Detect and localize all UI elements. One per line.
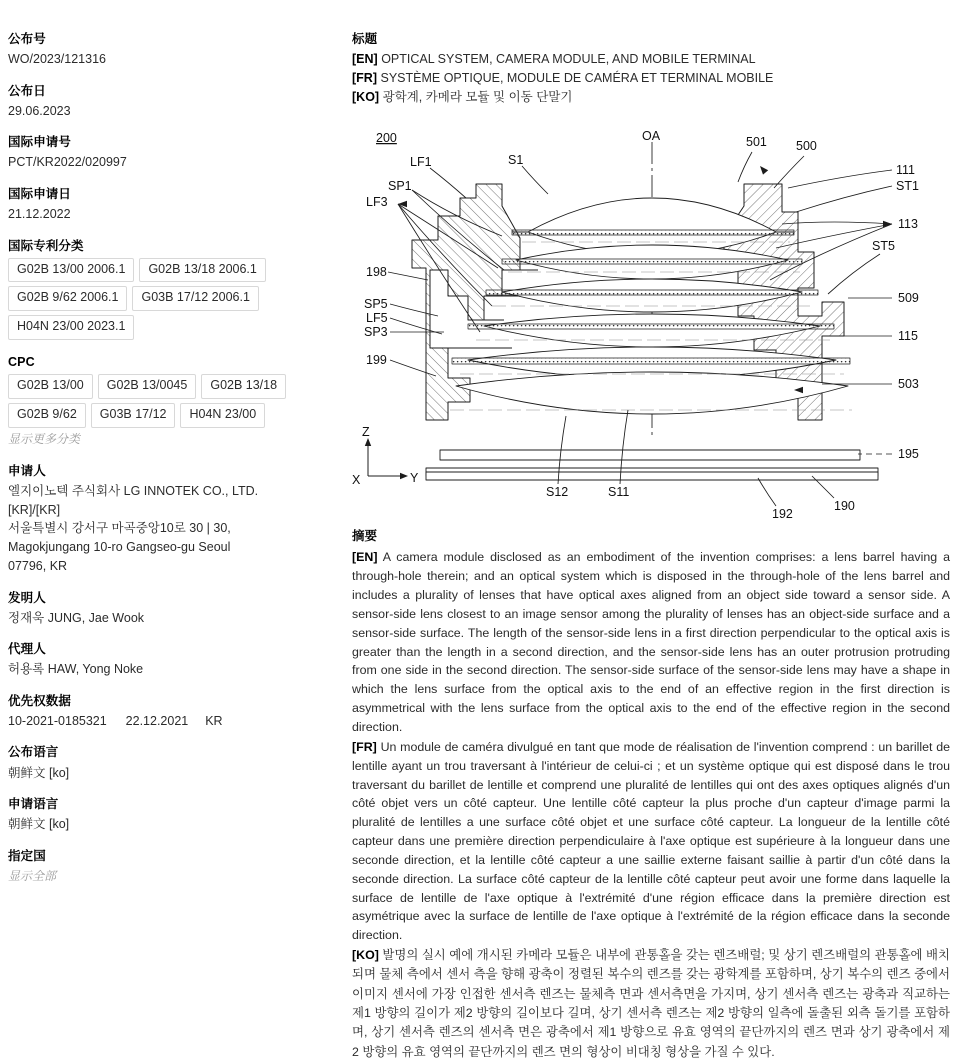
- applicant-address-line: 서울특별시 강서구 마곡중앙10로 30 | 30,: [8, 521, 231, 536]
- label-S1: S1: [508, 153, 524, 168]
- abstract-lang-tag-en: [EN]: [352, 550, 378, 565]
- label-ST5: ST5: [872, 239, 895, 254]
- label-S11: S11: [608, 485, 630, 500]
- title-text-en: OPTICAL SYSTEM, CAMERA MODULE, AND MOBILE TERMINAL: [381, 52, 756, 67]
- cpc-badge[interactable]: G02B 9/62: [8, 403, 86, 428]
- axis-label-y: Y: [410, 471, 419, 486]
- title-line-fr: [352, 69, 950, 88]
- abstract-lang-tag-fr: [FR]: [352, 739, 377, 754]
- axis-label-z: Z: [362, 425, 370, 440]
- ipc-badge[interactable]: H04N 23/00 2023.1: [8, 315, 134, 340]
- agent-name[interactable]: 허용록 HAW, Yong Noke: [8, 662, 144, 677]
- international-application-number-value: PCT/KR2022/020997: [8, 155, 127, 170]
- abstract-label: 摘要: [352, 529, 378, 544]
- label-198: 198: [366, 265, 387, 280]
- abstract-section: [352, 526, 950, 1062]
- priority-date: 22.12.2021: [125, 713, 189, 728]
- patent-drawing-lens-cross-section[interactable]: [352, 120, 950, 520]
- filing-language-value: 朝鲜文 [ko]: [8, 817, 70, 832]
- label-LF5: LF5: [366, 311, 388, 326]
- filing-language-label: 申请语言: [8, 797, 59, 812]
- title-text-ko: 광학계, 카메라 모듈 및 이동 단말기: [382, 89, 573, 104]
- label-501: 501: [746, 135, 767, 150]
- field-label: 国际申请日: [8, 186, 72, 201]
- field-label: 公布日: [8, 83, 46, 98]
- show-more-classifications-link[interactable]: 显示更多分类: [8, 431, 81, 446]
- cpc-badge[interactable]: G02B 13/18: [201, 374, 286, 399]
- abstract-paragraph-en: [352, 548, 950, 736]
- applicant-address-line: Magokjungang 10-ro Gangseo-gu Seoul: [8, 540, 231, 555]
- field-priority-data: [8, 692, 338, 731]
- field-designated-states: [8, 847, 338, 886]
- field-publication-number: [8, 30, 338, 69]
- label-190: 190: [834, 499, 855, 514]
- axis-label-x: X: [352, 473, 361, 488]
- priority-label: 优先权数据: [8, 693, 72, 708]
- abstract-paragraph-fr: [352, 738, 950, 945]
- bibliographic-sidebar: [8, 30, 338, 899]
- label-SP3: SP3: [364, 325, 388, 340]
- ipc-badge[interactable]: G02B 13/18 2006.1: [139, 258, 265, 283]
- publication-language-label: 公布语言: [8, 745, 59, 760]
- ipc-label: 国际专利分类: [8, 238, 84, 253]
- field-inventor: [8, 589, 338, 628]
- abstract-text-fr: Un module de caméra divulgué en tant que mode de réalisation de l'invention comprend : un barillet de lentille ayant un trou traversant à l'intérieur de celui-ci ; et un système optique qui est disposé dans le trou traversant du barillet de lentille et comprend une pluralité de lentilles qui ont des axes optiques alignés d'un côté objet vers un côté capteur. Une lentille côté capteur la plus proche d'un capteur d'image parmi la pluralité de lentilles a une surface côté objet et une surface côté capteur. La longueur de la lentille côté capteur dans une première direction perpendiculaire à l'axe optique est supérieure à la longueur dans une seconde direction, et la lentille côté capteur a une saillie externe faisant saillie à partir d'un côté dans la seconde direction. La surface côté capteur de la lentille côté capteur peut avoir une forme dans laquelle la surface de lentille de l'axe optique à l'extrémité d'une région efficace dans la première direction est asymétrique avec la surface de lentille de l'axe optique à l'extrémité de la région efficace dans la seconde direction.: [352, 739, 950, 943]
- field-applicant: [8, 462, 338, 576]
- field-cpc-classification: [8, 353, 338, 449]
- label-115: 115: [898, 329, 918, 344]
- title-line-ko: [352, 88, 950, 107]
- cpc-badge[interactable]: G03B 17/12: [91, 403, 176, 428]
- cpc-badge[interactable]: G02B 13/0045: [98, 374, 197, 399]
- abstract-text-ko: 발명의 실시 예에 개시된 카메라 모듈은 내부에 관통홀을 갖는 렌즈배럴; 및 상기 렌즈배럴의 관통홀에 배치되며 물체 측에서 센서 측을 향해 광축이 정렬된 복수의 렌즈를 갖는 광학계를 포함하며, 상기 복수의 렌즈 중에서 이미지 센서에 가장 인접한 센서측 렌즈는 물체측 면과 센서측면을 가지며, 상기 센서측 렌즈는 광축과 직교하는 제1 방향의 길이가 제2 방향의 길이보다 길며, 상기 센서측 렌즈는 제2 방향의 일측에 돌출된 외측 돌기를 포함하며, 상기 센서측 렌즈의 센서측 면은 광축에서 제1 방향으로 유효 영역의 끝단까지의 렌즈 면과 상기 광축에서 제2 방향의 유효 영역의 끝단까지의 렌즈 면의 형상이 비대칭 형상을 가질 수 있다.: [352, 948, 950, 1059]
- publication-language-value: 朝鲜文 [ko]: [8, 765, 70, 780]
- label-LF3: LF3: [366, 195, 388, 210]
- label-S12: S12: [546, 485, 569, 500]
- priority-row: [8, 712, 338, 731]
- field-label: 公布号: [8, 32, 46, 46]
- agent-label: 代理人: [8, 642, 46, 657]
- field-agent: [8, 640, 338, 679]
- applicant-address-line: 07796, KR: [8, 558, 68, 573]
- applicant-country: [KR]/[KR]: [8, 502, 61, 517]
- figure-number-label: 200: [376, 131, 397, 146]
- field-international-filing-date: [8, 185, 338, 224]
- cpc-label: CPC: [8, 354, 35, 369]
- field-international-application-number: [8, 133, 338, 172]
- field-title: [352, 30, 950, 106]
- label-199: 199: [366, 353, 387, 368]
- publication-date-value: 29.06.2023: [8, 103, 71, 118]
- abstract-lang-tag-ko: [KO]: [352, 948, 379, 963]
- international-filing-date-value: 21.12.2022: [8, 207, 71, 221]
- lang-tag-en: [EN]: [352, 52, 378, 67]
- main-content: [352, 30, 950, 1063]
- ipc-badge[interactable]: G02B 13/00 2006.1: [8, 258, 134, 283]
- label-OA: OA: [642, 129, 661, 144]
- field-ipc-classification: [8, 237, 338, 340]
- show-all-states-link[interactable]: 显示全部: [8, 868, 57, 883]
- label-SP1: SP1: [388, 179, 412, 194]
- ipc-badge-list: [8, 258, 338, 340]
- priority-number: 10-2021-0185321: [8, 713, 107, 728]
- ipc-badge[interactable]: G02B 9/62 2006.1: [8, 286, 127, 311]
- label-LF1: LF1: [410, 155, 432, 170]
- label-111: 111: [896, 163, 916, 178]
- label-113: 113: [898, 217, 918, 232]
- cpc-badge[interactable]: H04N 23/00: [180, 403, 265, 428]
- label-503: 503: [898, 377, 919, 392]
- publication-number-value: WO/2023/121316: [8, 52, 106, 67]
- label-500: 500: [796, 139, 817, 154]
- field-publication-language: [8, 743, 338, 782]
- label-SP5: SP5: [364, 297, 388, 312]
- title-text-fr: SYSTÈME OPTIQUE, MODULE DE CAMÉRA ET TERMINAL MOBILE: [380, 70, 774, 85]
- label-192: 192: [772, 507, 793, 521]
- ipc-badge[interactable]: G03B 17/12 2006.1: [132, 286, 258, 311]
- label-ST1: ST1: [896, 179, 919, 194]
- cpc-badge-list: [8, 374, 338, 428]
- applicant-label: 申请人: [8, 463, 46, 478]
- cpc-badge[interactable]: G02B 13/00: [8, 374, 93, 399]
- title-line-en: [352, 50, 950, 69]
- field-filing-language: [8, 795, 338, 834]
- label-195: 195: [898, 447, 919, 462]
- field-label: 国际申请号: [8, 135, 72, 150]
- lang-tag-ko: [KO]: [352, 89, 380, 104]
- abstract-text-en: A camera module disclosed as an embodiment of the invention comprises: a lens barrel having a through-hole therein; and an optical system which is disposed in the through-hole of the lens barrel and includes a plurality of lenses that have optical axes aligned from an object side toward a sensor side. A sensor-side lens closest to an image sensor among the plurality of lenses has an object-side surface and a sensor-side surface. The length of the sensor-side lens in a first direction perpendicular to the optical axis is greater than the length in a second direction, and the sensor-side lens has an outer protrusion protruding from one side in the second direction. The sensor-side surface of the sensor-side lens may have a shape in which the lens surface from the optical axis to the end of an effective region in the first direction is asymmetrical with the lens surface from the optical axis to the end of the effective region in the second direction.: [352, 550, 950, 734]
- inventor-name[interactable]: 정재욱 JUNG, Jae Wook: [8, 610, 145, 625]
- field-publication-date: [8, 82, 338, 121]
- abstract-paragraph-ko: [352, 946, 950, 1062]
- lang-tag-fr: [FR]: [352, 70, 377, 85]
- label-509: 509: [898, 291, 919, 306]
- designated-states-label: 指定国: [8, 848, 46, 863]
- inventor-label: 发明人: [8, 590, 46, 605]
- title-label: 标题: [352, 32, 378, 46]
- applicant-name[interactable]: 엘지이노텍 주식회사 LG INNOTEK CO., LTD.: [8, 483, 259, 498]
- priority-country: KR: [205, 713, 223, 728]
